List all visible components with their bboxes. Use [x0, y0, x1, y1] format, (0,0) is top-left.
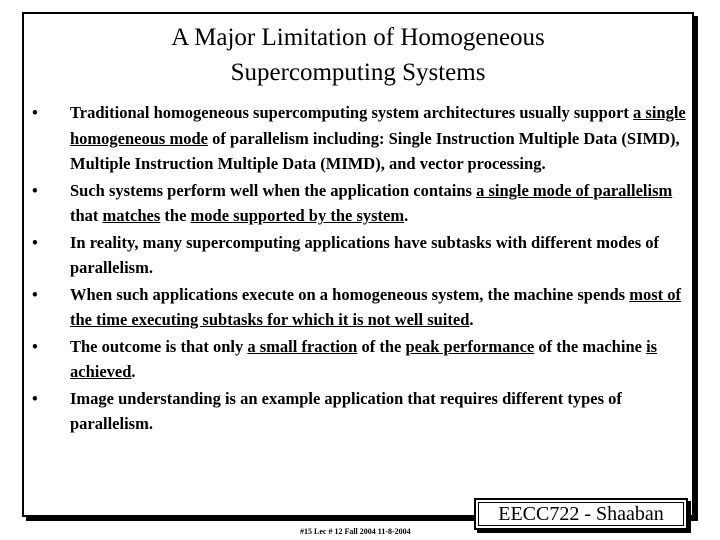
bullet-3-text: In reality, many supercomputing applications have subtasks with different modes of parallelism.: [70, 232, 660, 277]
bullet-6-text: Image understanding is an example application that requires different types of parallelism.: [70, 388, 622, 433]
bullet-item-1: [32, 100, 692, 177]
bullet-item-3: [32, 230, 692, 281]
bullet-2-emphasis-2: matches: [102, 206, 161, 225]
bullet-item-2: [32, 178, 692, 229]
bullet-list: [32, 100, 692, 438]
slide-frame: [22, 12, 694, 517]
bullet-2-text-2: that: [70, 206, 103, 225]
bullet-item-6: [32, 386, 692, 437]
bullet-4-emphasis: most of the time executing subtasks for which it is not well suited: [70, 284, 681, 329]
bullet-marker: •: [32, 232, 38, 252]
bullet-4-text: When such applications execute on a homogeneous system, the machine spends: [70, 284, 630, 304]
bullet-1-text-end: of parallelism including: Single Instruction Multiple Data (SIMD), Multiple Instruction Multiple Data (MIMD), and vector processing.: [70, 128, 680, 173]
course-badge-label: EECC722 - Shaaban: [478, 502, 684, 526]
bullet-marker: •: [32, 336, 38, 356]
slide-footer: #15 Lec # 12 Fall 2004 11-8-2004: [300, 527, 411, 536]
bullet-5-emphasis-1: a small fraction: [247, 336, 358, 356]
bullet-2-text-3: the: [160, 206, 191, 225]
bullet-5-text-2: of the: [357, 336, 406, 356]
slide-title-line-2: Supercomputing Systems: [230, 59, 486, 86]
bullet-item-4: [32, 282, 692, 333]
bullet-marker: •: [32, 103, 38, 122]
bullet-5-text-3: of the machine: [534, 336, 647, 356]
bullet-2-emphasis-1: a single mode of parallelism: [476, 180, 673, 200]
bullet-5-emphasis-3: is achieved: [70, 336, 658, 381]
bullet-2-text: Such systems perform well when the application contains: [70, 180, 477, 200]
bullet-1-emphasis: a single homogeneous mode: [70, 103, 686, 148]
bullet-5-text: The outcome is that only: [70, 336, 248, 356]
bullet-5-text-end: .: [131, 362, 136, 381]
slide-title-line-1: A Major Limitation of Homogeneous: [171, 24, 545, 51]
bullet-item-5: [32, 334, 692, 385]
bullet-2-emphasis-3: mode supported by the system: [190, 206, 405, 225]
bullet-marker: •: [32, 388, 38, 408]
bullet-5-emphasis-2: peak performance: [405, 336, 535, 356]
bullet-marker: •: [32, 180, 38, 200]
bullet-2-text-end: .: [404, 206, 409, 225]
slide-title: [24, 20, 692, 90]
bullet-4-text-end: .: [469, 310, 474, 329]
bullet-marker: •: [32, 284, 38, 304]
course-badge: [474, 498, 688, 530]
bullet-1-text: Traditional homogeneous supercomputing system architectures usually support: [70, 103, 634, 122]
